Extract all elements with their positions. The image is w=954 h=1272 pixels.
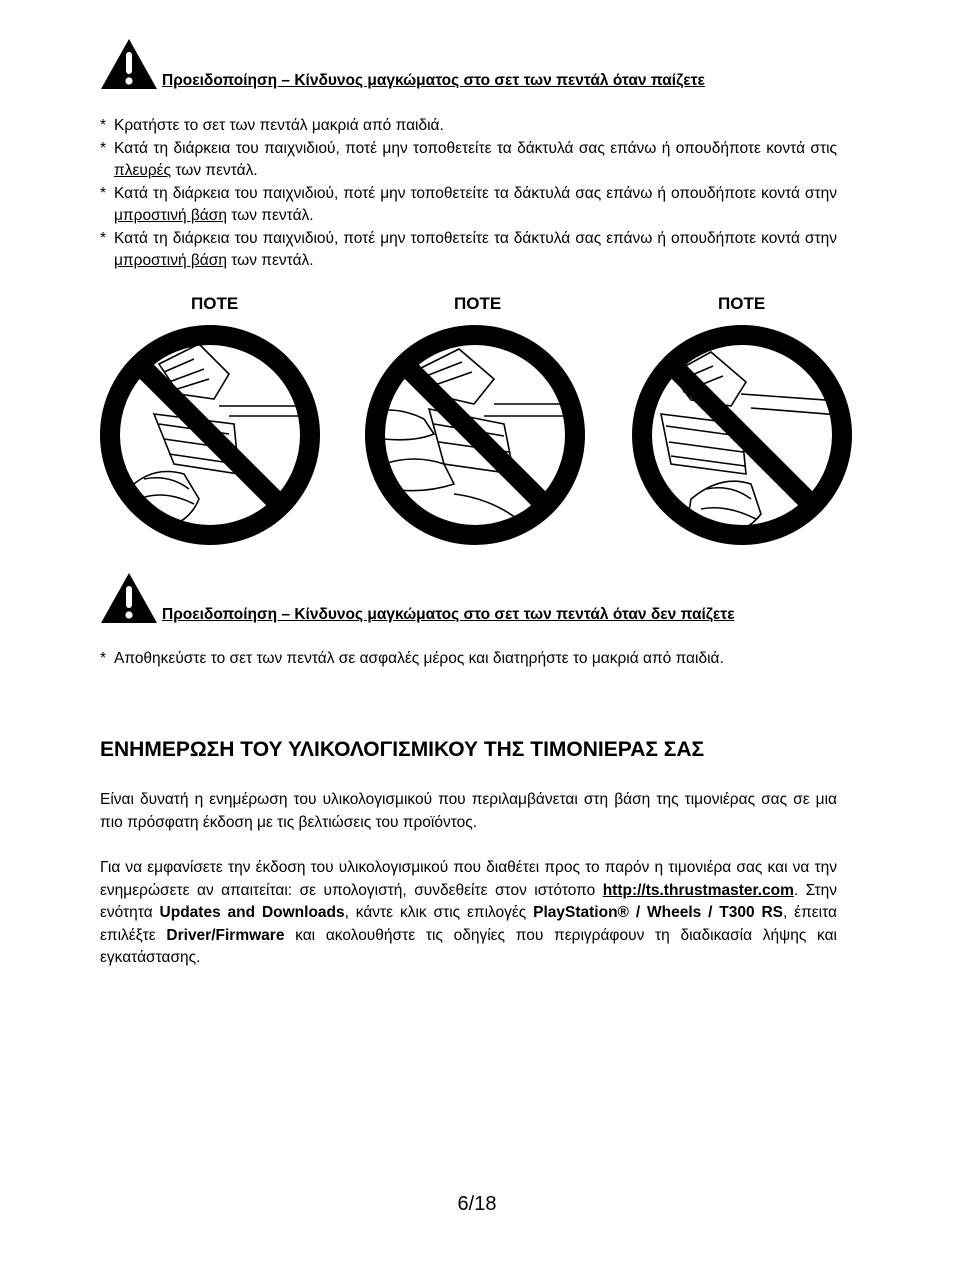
- warning-triangle-icon: [100, 38, 158, 90]
- list-item: * Κρατήστε το σετ των πεντάλ μακριά από παιδιά.: [100, 117, 444, 134]
- warning-list-1: [100, 115, 837, 273]
- no-entry-sign-icon: [99, 324, 321, 546]
- figure-label: ΠΟΤΕ: [454, 294, 502, 313]
- list-item: * Αποθηκεύστε το σετ των πεντάλ σε ασφαλές μέρος και διατηρήστε το μακριά από παιδιά.: [100, 650, 724, 667]
- figure-label: ΠΟΤΕ: [718, 294, 766, 313]
- section-heading: ΕΝΗΜΕΡΩΣΗ ΤΟΥ ΥΛΙΚΟΛΟΓΙΣΜΙΚΟΥ ΤΗΣ ΤΙΜΟΝΙΕΡΑΣ ΣΑΣ: [100, 738, 705, 761]
- list-item: * Κατά τη διάρκεια του παιχνιδιού, ποτέ μην τοποθετείτε τα δάκτυλά σας επάνω ή οπουδήποτε κοντά στις πλευρές των πεντάλ.: [100, 139, 837, 179]
- paragraph: Είναι δυνατή η ενημέρωση του υλικολογισμικού που περιλαμβάνεται στη βάση της τιμονιέρας σας σε μια πιο πρόσφατη έκδοση με τις βελτιώσεις του προϊόντος.: [100, 791, 837, 831]
- warning-header-2: [100, 572, 840, 624]
- no-entry-sign-icon: [631, 324, 853, 546]
- warning-title: Προειδοποίηση – Κίνδυνος μαγκώματος στο σετ των πεντάλ όταν δεν παίζετε: [162, 606, 735, 623]
- website-link[interactable]: http://ts.thrustmaster.com: [602, 881, 794, 899]
- page-number: 6/18: [457, 1193, 497, 1215]
- warning-list-2: [100, 648, 837, 671]
- warning-header-1: [100, 38, 840, 90]
- list-item: * Κατά τη διάρκεια του παιχνιδιού, ποτέ μην τοποθετείτε τα δάκτυλά σας επάνω ή οπουδήποτε κοντά στην μπροστινή βάση των πεντάλ.: [100, 184, 837, 224]
- no-entry-sign-icon: [364, 324, 586, 546]
- paragraph: Για να εμφανίσετε την έκδοση του υλικολογισμικού που διαθέτει προς το παρόν η τιμονιέρα σας και να την ενημερώσετε αν απαιτείται: σε υπολογιστή, συνδεθείτε στον ιστότοπο http://ts.thrustmaster.com. Στην ενότητα Updates and Downloads, κάντε κλικ στις επιλογές PlayStation® / Wheels / T300 RS, έπειτα επιλέξτε Driver/Firmware και ακολουθήστε τις οδηγίες που περιγράφουν τη διαδικασία λήψης και εγκατάστασης.: [100, 859, 837, 966]
- list-item: * Κατά τη διάρκεια του παιχνιδιού, ποτέ μην τοποθετείτε τα δάκτυλά σας επάνω ή οπουδήποτε κοντά στην μπροστινή βάση των πεντάλ.: [100, 229, 837, 269]
- warning-title: Προειδοποίηση – Κίνδυνος μαγκώματος στο σετ των πεντάλ όταν παίζετε: [162, 72, 705, 89]
- warning-triangle-icon: [100, 572, 158, 624]
- figure-label: ΠΟΤΕ: [191, 294, 239, 313]
